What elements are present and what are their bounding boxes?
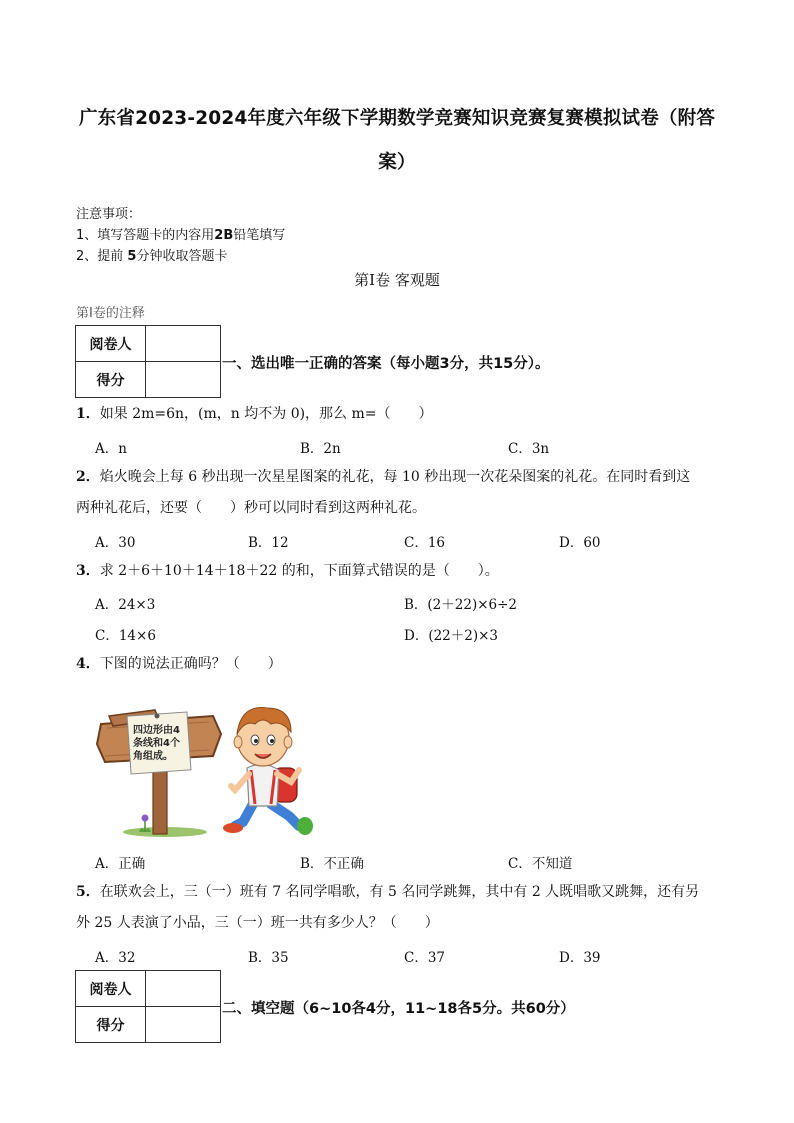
page-title: 广东省2023-2024年度六年级下学期数学竞赛知识竞赛复赛模拟试卷（附答 [78, 108, 716, 129]
sign-text-line-1: 四边形由4 [133, 725, 180, 736]
question-1 [76, 404, 433, 424]
q1-option-a: A．n [95, 441, 127, 457]
section-1-heading: 一、选出唯一正确的答案（每小题3分，共15分）。 [222, 356, 550, 372]
volume-title: 第Ⅰ卷 客观题 [354, 271, 440, 289]
notice-heading: 注意事项： [76, 207, 142, 222]
q3-option-b: B．(2＋22)×6÷2 [404, 597, 518, 613]
question-1-number: 1． [76, 406, 100, 422]
q5-option-c: C．37 [404, 950, 446, 966]
q2-option-a: A．30 [95, 535, 136, 551]
q1-option-b: B．2n [300, 441, 341, 457]
notice-item-2 [76, 245, 227, 264]
score-label: 得分 [76, 362, 146, 398]
question-4 [76, 654, 282, 674]
question-5-line-1: 在联欢会上，三（一）班有 7 名同学唱歌，有 5 名同学跳舞，其中有 2 人既唱歌又跳舞，还有另 [99, 884, 700, 900]
notice-item-1-prefix: 1、填写答题卡的内容用 [76, 228, 215, 243]
volume-note: 第Ⅰ卷的注释 [76, 306, 145, 321]
score-blank-2 [146, 1007, 221, 1043]
question-3-text: 求 2＋6＋10＋14＋18＋22 的和，下面算式错误的是（ ）。 [99, 563, 499, 579]
notice-item-1 [76, 224, 285, 243]
score-table-1 [75, 325, 221, 398]
question-5-line-2: 外 25 人表演了小品，三（一）班一共有多少人？（ ） [76, 915, 439, 931]
reviewer-blank [146, 326, 221, 362]
q5-option-d: D．39 [559, 950, 601, 966]
q2-option-d: D．60 [559, 535, 601, 551]
question-5-number: 5． [76, 884, 100, 900]
reviewer-label-2: 阅卷人 [76, 971, 146, 1007]
question-3-number: 3． [76, 563, 100, 579]
boy-figure [223, 708, 313, 835]
question-4-text: 下图的说法正确吗？（ ） [99, 656, 282, 672]
sign-text-line-3: 角组成。 [133, 751, 173, 762]
question-1-text: 如果 2m=6n，(m，n 均不为 0)，那么 m=（ ） [99, 406, 433, 422]
q5-option-b: B．35 [248, 950, 289, 966]
q3-option-c: C．14×6 [95, 628, 156, 644]
question-2-number: 2． [76, 469, 100, 485]
q2-option-c: C．16 [404, 535, 446, 551]
q1-option-c: C．3n [508, 441, 550, 457]
section-2-heading: 二、填空题（6~10各4分，11~18各5分。共60分） [222, 1001, 575, 1017]
q3-option-d: D．(22＋2)×3 [404, 628, 499, 644]
notice-item-2-suffix: 分钟收取答题卡 [136, 249, 228, 264]
q4-option-c: C．不知道 [508, 856, 573, 872]
notice-item-1-bold: 2B [214, 228, 234, 243]
question-3 [76, 561, 499, 581]
question-2-line-1: 焰火晚会上每 6 秒出现一次星星图案的礼花，每 10 秒出现一次花朵图案的礼花。在同时看到这 [99, 469, 691, 485]
reviewer-blank-2 [146, 971, 221, 1007]
flower-icon [139, 815, 151, 833]
question-2-line-2: 两种礼花后，还要（ ）秒可以同时看到这两种礼花。 [76, 500, 426, 516]
notice-item-1-suffix: 铅笔填写 [233, 228, 286, 243]
notice-item-2-bold: 5 [127, 249, 137, 264]
page-title-continued: 案） [378, 152, 416, 173]
notice-item-2-prefix: 2、提前 [76, 249, 128, 264]
score-label-2: 得分 [76, 1007, 146, 1043]
q2-option-b: B．12 [248, 535, 289, 551]
question-4-number: 4． [76, 656, 100, 672]
sign-text-line-2: 条线和4个 [133, 738, 180, 749]
q4-option-b: B．不正确 [300, 856, 364, 872]
question-5 [76, 882, 699, 902]
q4-option-a: A．正确 [95, 856, 146, 872]
q3-option-a: A．24×3 [95, 597, 156, 613]
question-2 [76, 467, 690, 487]
question-4-illustration [95, 686, 325, 838]
reviewer-label: 阅卷人 [76, 326, 146, 362]
score-blank [146, 362, 221, 398]
score-table-2 [75, 970, 221, 1043]
q5-option-a: A．32 [95, 950, 136, 966]
